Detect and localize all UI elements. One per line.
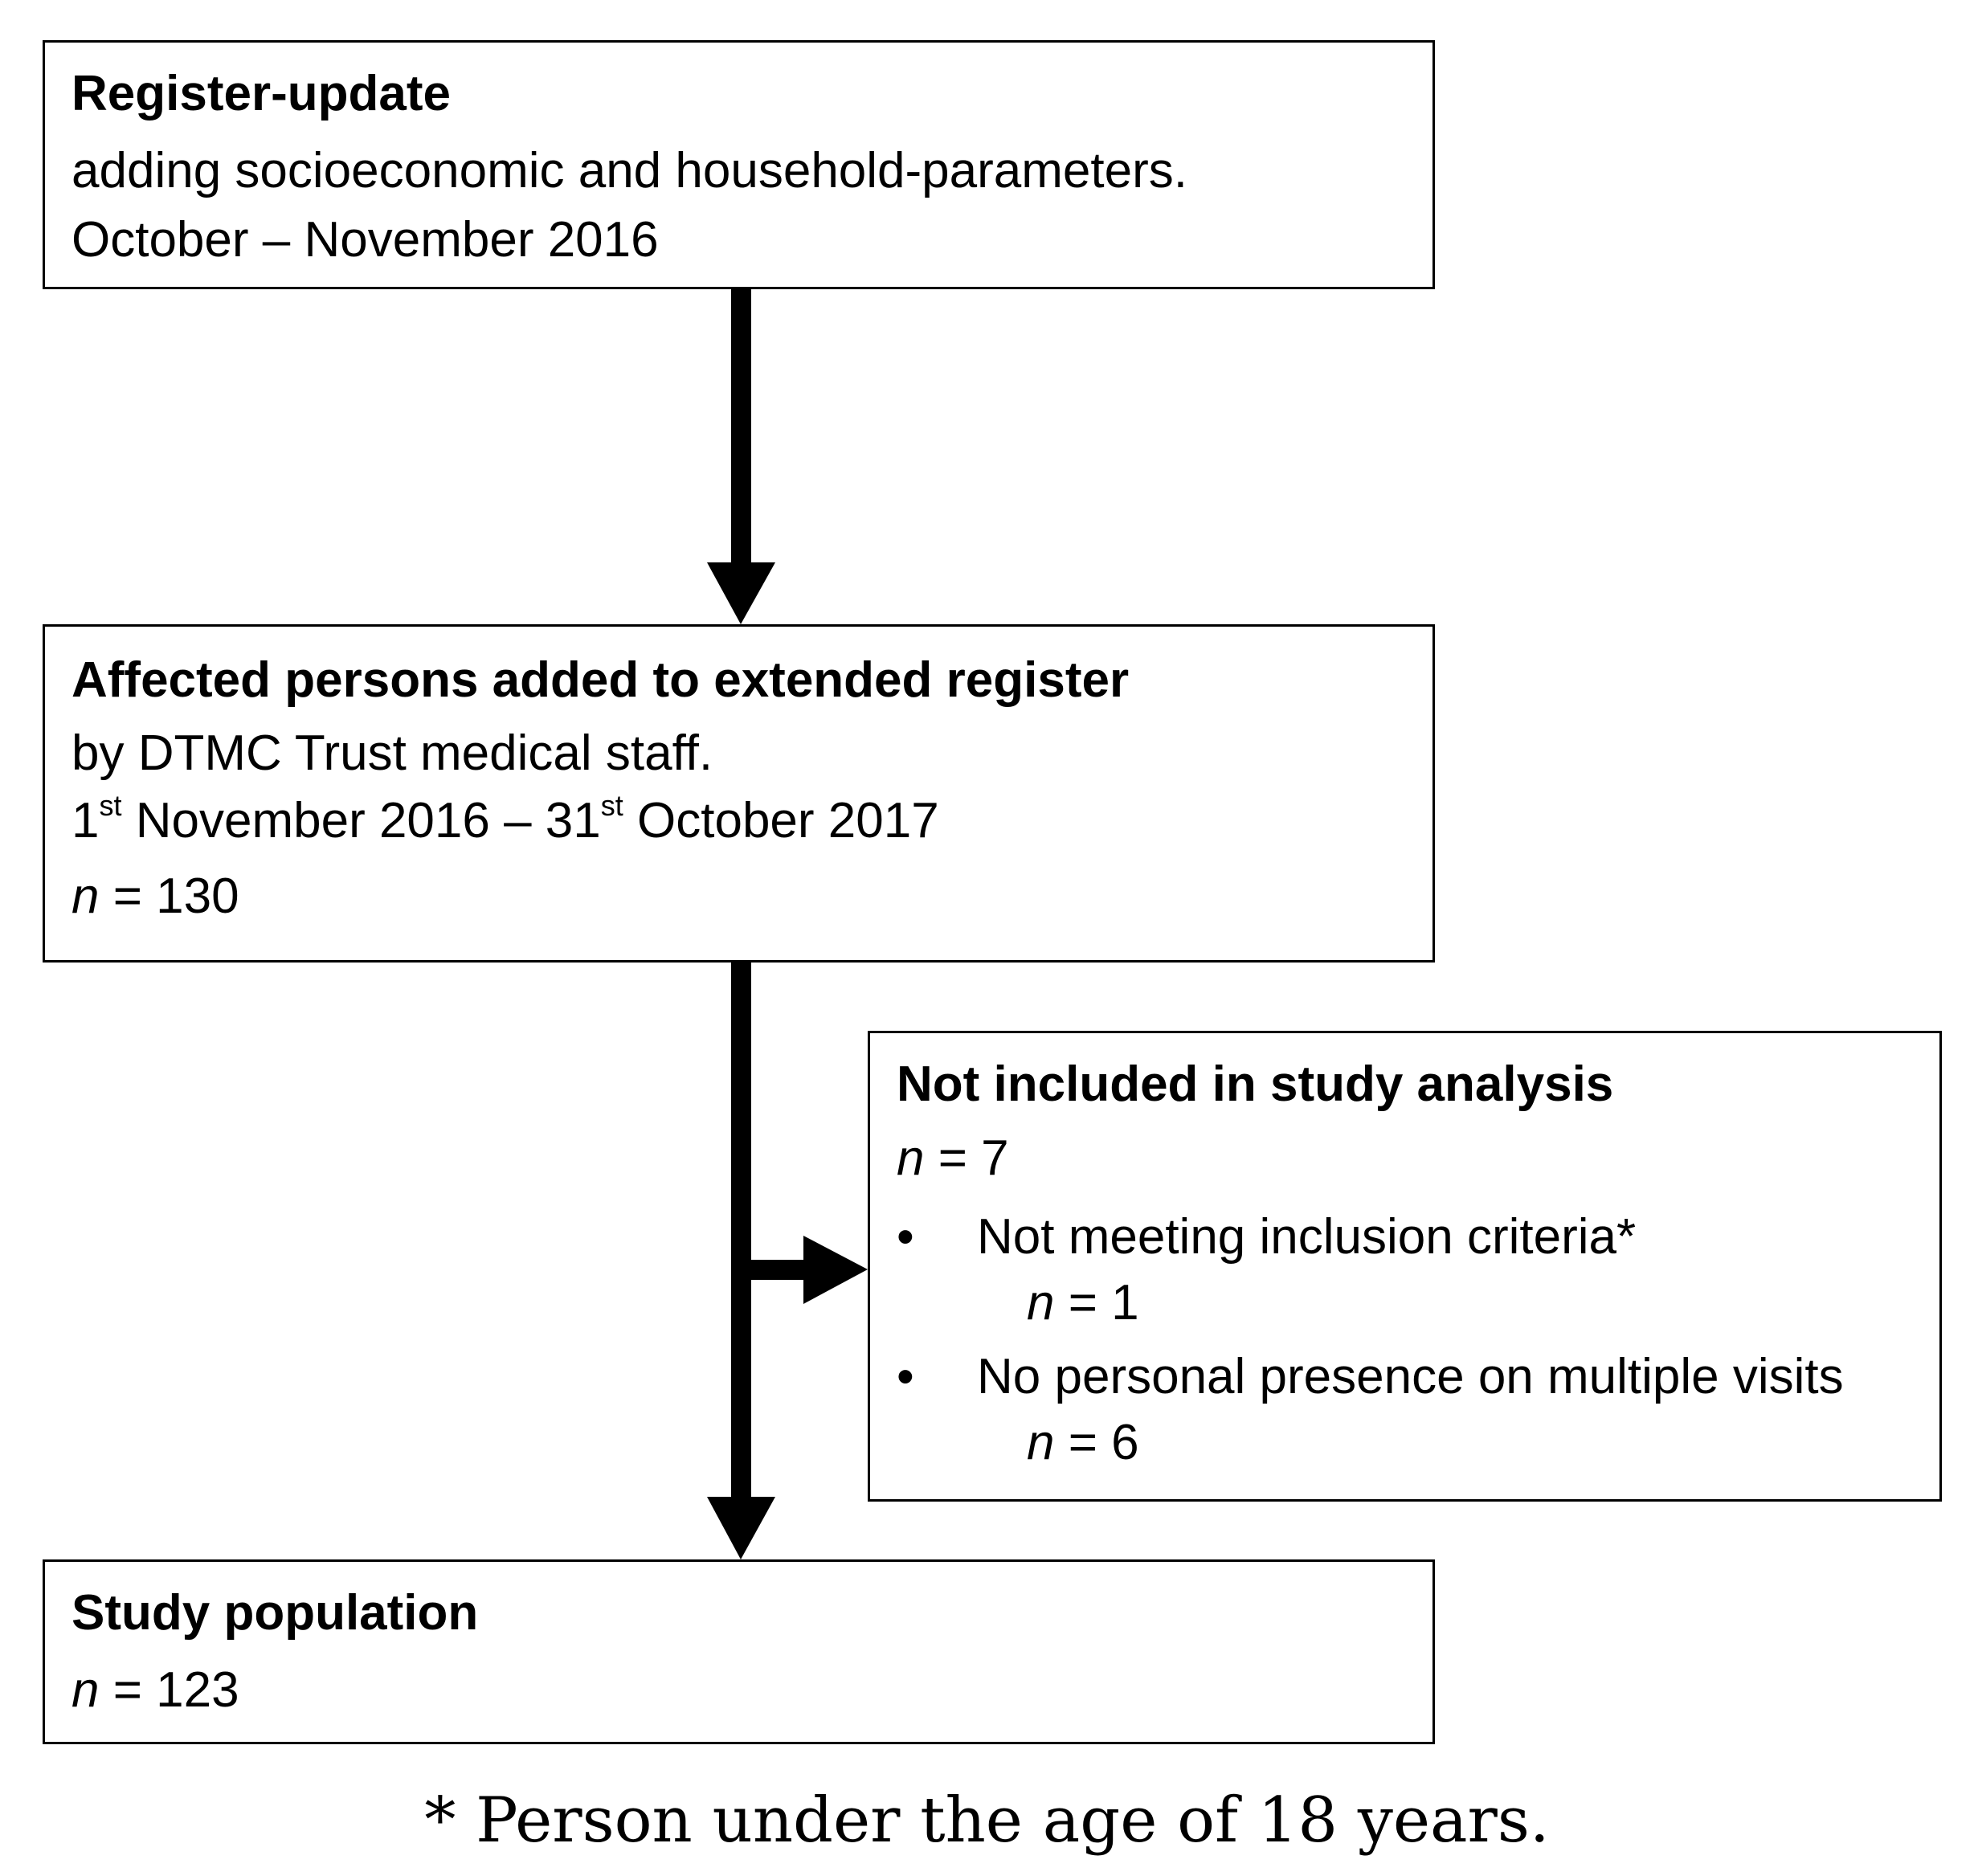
register-update-description: adding socioeconomic and household-parameters.	[72, 143, 1187, 198]
register-update-period: October – November 2016	[72, 212, 659, 268]
arrow-branch-head	[803, 1236, 868, 1304]
count-value: = 7	[924, 1130, 1009, 1186]
period-start-ordinal: st	[99, 789, 122, 822]
footnote: * Person under the age of 18 years.	[424, 1784, 1550, 1857]
study-population-count	[72, 1662, 239, 1718]
arrow-shaft-1	[731, 289, 751, 562]
extended-register-description: by DTMC Trust medical staff.	[72, 725, 713, 781]
arrow-branch-shaft	[741, 1260, 805, 1280]
arrow-shaft-2	[731, 963, 751, 1497]
n-symbol: n	[72, 1662, 100, 1718]
period-end-ordinal: st	[600, 789, 623, 822]
not-included-title: Not included in study analysis	[897, 1057, 1614, 1112]
count-value: = 6	[1054, 1415, 1139, 1470]
exclusion-item-2	[897, 1349, 1844, 1404]
n-symbol: n	[1027, 1415, 1055, 1470]
extended-register-period	[72, 789, 939, 848]
bullet-icon: •	[897, 1209, 914, 1265]
exclusion-item-2-label: No personal presence on multiple visits	[977, 1349, 1844, 1404]
n-symbol: n	[72, 869, 100, 924]
exclusion-item-1	[897, 1209, 1637, 1265]
extended-register-box	[43, 624, 1435, 963]
study-population-title: Study population	[72, 1585, 479, 1641]
register-update-title: Register-update	[72, 66, 451, 121]
period-end: October 2017	[623, 793, 939, 848]
bullet-icon: •	[897, 1349, 914, 1404]
count-value: = 123	[99, 1662, 239, 1718]
count-value: = 130	[99, 869, 239, 924]
not-included-count	[897, 1130, 1009, 1186]
arrow-head-2	[707, 1497, 775, 1559]
extended-register-title: Affected persons added to extended register	[72, 652, 1130, 708]
period-middle: November 2016 – 31	[121, 793, 601, 848]
register-update-box	[43, 40, 1435, 289]
exclusion-item-1-count	[1027, 1275, 1139, 1330]
exclusion-item-1-label: Not meeting inclusion criteria*	[977, 1209, 1637, 1265]
exclusion-item-2-count	[1027, 1415, 1139, 1470]
extended-register-count	[72, 869, 239, 924]
study-population-box	[43, 1559, 1435, 1744]
arrow-head-1	[707, 562, 775, 624]
not-included-box	[868, 1031, 1942, 1502]
n-symbol: n	[1027, 1275, 1055, 1330]
count-value: = 1	[1054, 1275, 1139, 1330]
n-symbol: n	[897, 1130, 925, 1186]
period-start-day: 1	[72, 793, 100, 848]
